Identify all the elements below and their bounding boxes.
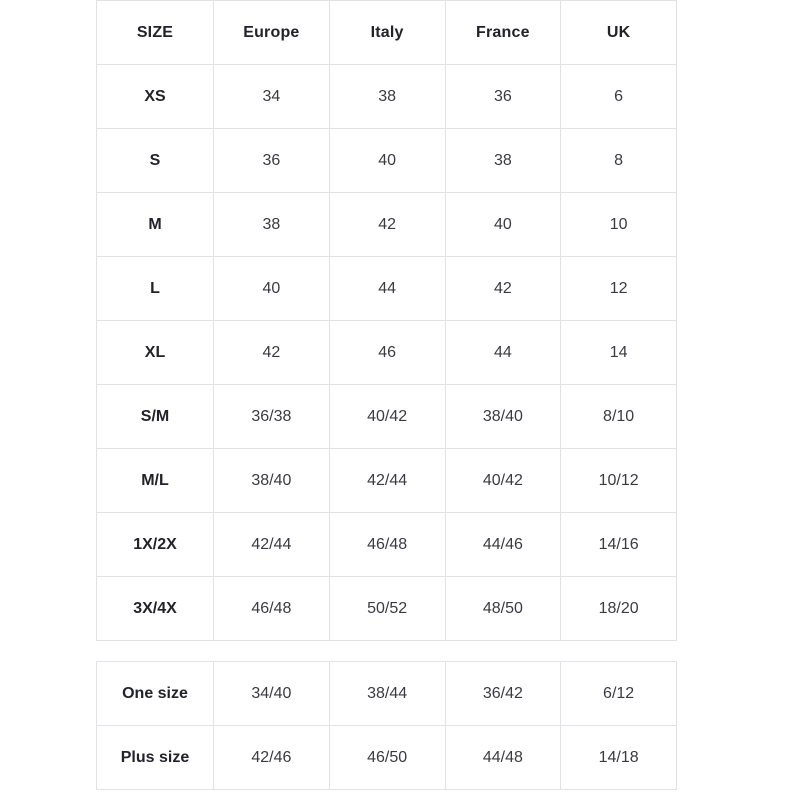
table-row	[97, 321, 677, 385]
cell-uk: 8/10	[561, 385, 677, 449]
cell-france: 44	[445, 321, 561, 385]
table-row	[97, 129, 677, 193]
table-row	[97, 449, 677, 513]
size-conversion-table-container	[96, 0, 676, 641]
cell-italy: 40	[329, 129, 445, 193]
table-header-row	[97, 1, 677, 65]
cell-uk: 14/16	[561, 513, 677, 577]
cell-france: 38	[445, 129, 561, 193]
row-label-plus-size: Plus size	[97, 726, 214, 790]
cell-uk: 18/20	[561, 577, 677, 641]
cell-france: 40/42	[445, 449, 561, 513]
cell-uk: 10/12	[561, 449, 677, 513]
cell-europe: 38	[214, 193, 330, 257]
cell-europe: 38/40	[214, 449, 330, 513]
cell-uk: 10	[561, 193, 677, 257]
cell-uk: 6	[561, 65, 677, 129]
table-row	[97, 257, 677, 321]
one-size-table-container	[96, 661, 676, 790]
row-label: XS	[97, 65, 214, 129]
row-label: M	[97, 193, 214, 257]
column-header-italy: Italy	[329, 1, 445, 65]
row-label: M/L	[97, 449, 214, 513]
table-body	[97, 662, 677, 790]
cell-uk: 6/12	[561, 662, 677, 726]
cell-italy: 42	[329, 193, 445, 257]
cell-uk: 14	[561, 321, 677, 385]
cell-italy: 46/50	[329, 726, 445, 790]
size-conversion-table	[96, 0, 677, 641]
cell-europe: 36/38	[214, 385, 330, 449]
cell-europe: 36	[214, 129, 330, 193]
cell-italy: 46/48	[329, 513, 445, 577]
row-label: L	[97, 257, 214, 321]
row-label-one-size: One size	[97, 662, 214, 726]
table-row	[97, 726, 677, 790]
row-label: S	[97, 129, 214, 193]
cell-uk: 14/18	[561, 726, 677, 790]
cell-italy: 38	[329, 65, 445, 129]
table-row	[97, 385, 677, 449]
cell-france: 44/46	[445, 513, 561, 577]
table-row	[97, 662, 677, 726]
cell-france: 38/40	[445, 385, 561, 449]
cell-france: 48/50	[445, 577, 561, 641]
cell-uk: 8	[561, 129, 677, 193]
table-row	[97, 577, 677, 641]
table-row	[97, 193, 677, 257]
cell-france: 36/42	[445, 662, 561, 726]
cell-france: 42	[445, 257, 561, 321]
cell-france: 40	[445, 193, 561, 257]
table-body	[97, 65, 677, 641]
cell-uk: 12	[561, 257, 677, 321]
cell-europe: 34/40	[214, 662, 330, 726]
cell-italy: 44	[329, 257, 445, 321]
row-label: S/M	[97, 385, 214, 449]
cell-italy: 46	[329, 321, 445, 385]
row-label: 3X/4X	[97, 577, 214, 641]
cell-france: 44/48	[445, 726, 561, 790]
column-header-uk: UK	[561, 1, 677, 65]
column-header-size: SIZE	[97, 1, 214, 65]
cell-europe: 42	[214, 321, 330, 385]
row-label: XL	[97, 321, 214, 385]
row-label: 1X/2X	[97, 513, 214, 577]
column-header-europe: Europe	[214, 1, 330, 65]
cell-italy: 38/44	[329, 662, 445, 726]
cell-europe: 34	[214, 65, 330, 129]
column-header-france: France	[445, 1, 561, 65]
cell-europe: 42/44	[214, 513, 330, 577]
cell-italy: 40/42	[329, 385, 445, 449]
cell-italy: 50/52	[329, 577, 445, 641]
table-header	[97, 1, 677, 65]
cell-europe: 46/48	[214, 577, 330, 641]
one-size-table	[96, 661, 677, 790]
cell-europe: 40	[214, 257, 330, 321]
cell-france: 36	[445, 65, 561, 129]
cell-europe: 42/46	[214, 726, 330, 790]
cell-italy: 42/44	[329, 449, 445, 513]
table-row	[97, 513, 677, 577]
table-row	[97, 65, 677, 129]
